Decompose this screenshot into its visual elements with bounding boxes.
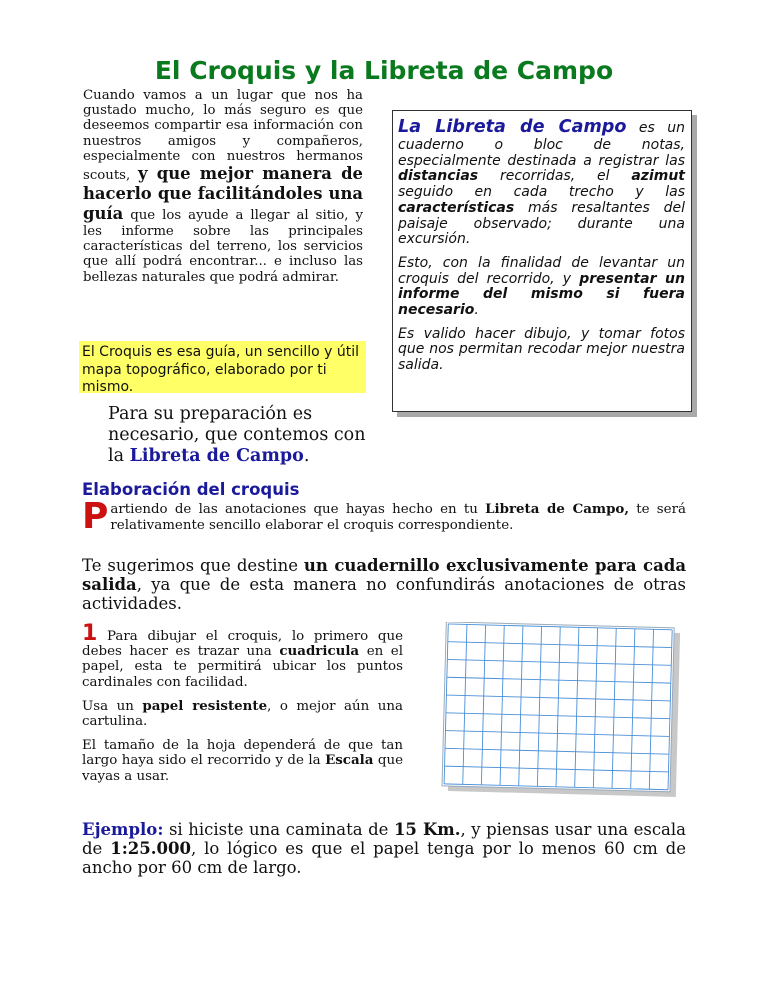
- libreta-p1-f: características: [398, 199, 515, 216]
- libreta-p1-g: más resaltantes del paisaje observado; durante una excursión.: [398, 199, 685, 248]
- libreta-p1-a: es un cuaderno o bloc de notas, especialmente destinada a registrar las: [398, 120, 685, 169]
- section-p1-c: te será relativamente sencillo elaborar el croquis correspondiente.: [110, 502, 686, 533]
- step-1-p3: [82, 738, 403, 784]
- prep-paragraph: [108, 404, 373, 467]
- drop-cap: P: [82, 496, 109, 537]
- step-number: 1: [82, 621, 98, 646]
- prep-text: Para su preparación es necesario, que contemos con la: [108, 404, 366, 466]
- step-1-h: Escala: [325, 752, 374, 769]
- libreta-p1-d: azimut: [631, 168, 686, 185]
- libreta-p1: [398, 116, 685, 248]
- step-1-p2: [82, 699, 403, 729]
- section-p1-a: artiendo de las anotaciones que hayas hecho en tu: [110, 502, 478, 517]
- intro-paragraph: [83, 88, 363, 285]
- section-p2-a: Te sugerimos que destine: [82, 556, 298, 575]
- example-a: si hiciste una caminata de: [168, 820, 389, 839]
- libreta-p2-b: presentar un informe del mismo si fuera necesario: [398, 270, 685, 319]
- libreta-p3: Es valido hacer dibujo, y tomar fotos que nos permitan recodar mejor nuestra salida.: [398, 325, 685, 374]
- step-1-g: El tamaño de la hoja dependerá de que tan largo haya sido el recorrido y de la: [82, 738, 403, 769]
- libreta-p1-e: seguido en cada trecho y las: [398, 184, 685, 201]
- page-title: El Croquis y la Libreta de Campo: [154, 56, 614, 85]
- libreta-p1-b: distancias: [398, 168, 479, 185]
- step-1: [82, 621, 404, 793]
- prep-link: Libreta de Campo: [129, 446, 304, 466]
- libreta-p2: [398, 256, 685, 319]
- example-b: 15 Km.: [393, 820, 461, 839]
- intro-bold: y que mejor manera de hacerlo que facilitándoles una guía: [83, 164, 363, 224]
- libreta-box: [392, 110, 692, 412]
- intro-text-1: Cuando vamos a un lugar que nos ha gustado mucho, lo más seguro es que deseemos compartir esa información con nuestros amigos y compañeros, especialmente con nuestros hermanos scouts,: [83, 88, 363, 184]
- intro-text-2: que los ayude a llegar al sitio, y les informe sobre las principales características del terreno, los servicios que allí podrá encontrar... e incluso las bellezas naturales que podrá admirar.: [83, 208, 363, 285]
- grid-paper-illustration: [440, 622, 688, 802]
- example-label: Ejemplo:: [82, 820, 164, 839]
- step-1-f: , o mejor aún una cartulina.: [82, 698, 403, 730]
- example-c: , y piensas usar una escala de: [82, 820, 687, 858]
- libreta-p2-c: .: [474, 302, 479, 319]
- section-heading: Elaboración del croquis: [82, 480, 300, 499]
- section-paragraph-1: [82, 496, 686, 537]
- step-1-e: papel resistente: [142, 697, 268, 714]
- section-p2-c: , ya que de esta manera no confundirás anotaciones de otras actividades.: [82, 575, 686, 614]
- step-1-p1: [82, 621, 404, 690]
- step-1-b: cuadricula: [279, 643, 360, 660]
- example-paragraph: [82, 820, 686, 877]
- example-e: , lo lógico es que el papel tenga por lo menos 60 cm de ancho por 60 cm de largo.: [82, 839, 686, 877]
- step-1-c: en el papel, esta te permitirá ubicar los puntos cardinales con facilidad.: [82, 644, 404, 690]
- step-1-a: Para dibujar el croquis, lo primero que debes hacer es trazar una: [82, 629, 404, 660]
- libreta-p2-a: Esto, con la finalidad de levantar un croquis del recorrido, y: [398, 254, 685, 287]
- guide-highlight-box: El Croquis es esa guía, un sencillo y útil mapa topográfico, elaborado por ti mismo.: [79, 341, 366, 393]
- libreta-heading: La Libreta de Campo: [398, 117, 627, 137]
- section-p2-b: un cuadernillo exclusivamente para cada salida: [82, 556, 687, 595]
- libreta-p1-c: recorridas, el: [499, 168, 610, 185]
- step-1-d: Usa un: [82, 698, 134, 714]
- example-d: 1:25.000: [110, 839, 191, 858]
- section-paragraph-2: [82, 556, 686, 614]
- step-1-i: que vayas a usar.: [82, 753, 403, 784]
- section-p1-b: Libreta de Campo,: [485, 501, 630, 517]
- prep-end: .: [303, 446, 310, 466]
